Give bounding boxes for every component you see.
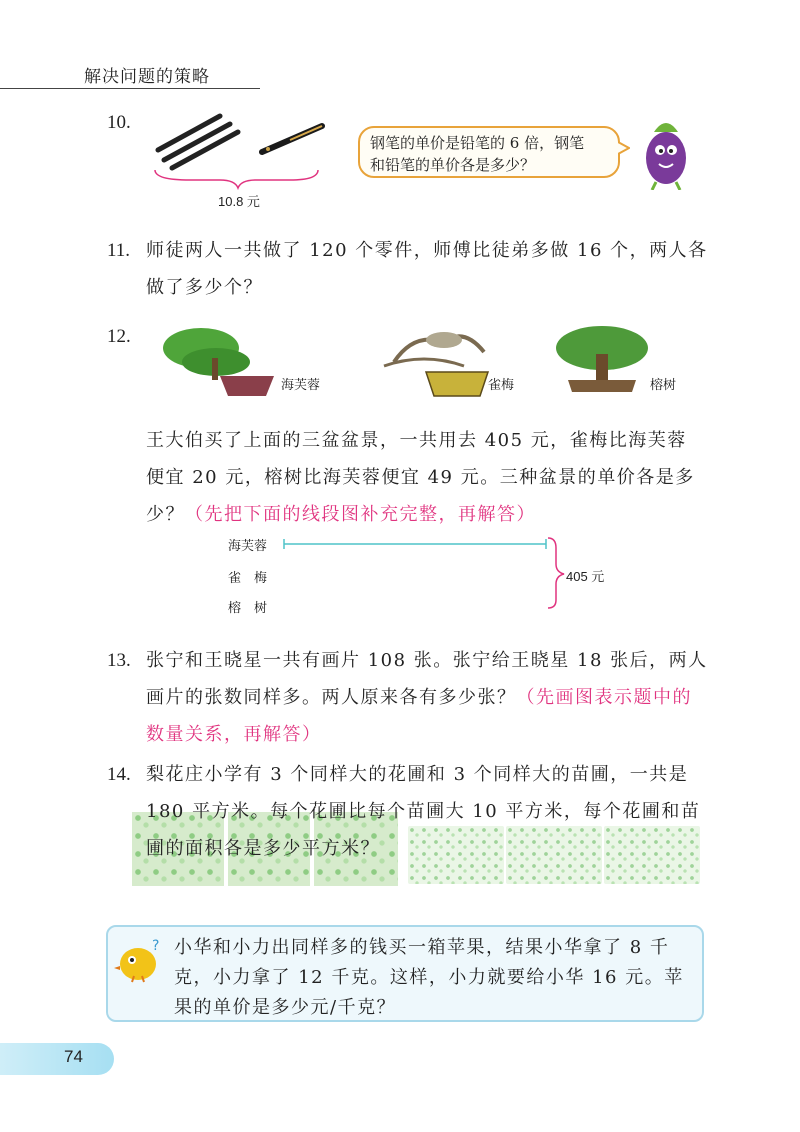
q12-text bbox=[146, 422, 695, 533]
pencils-icon bbox=[158, 116, 238, 168]
q13-hint-a: （先画图表示题中的 bbox=[516, 687, 692, 708]
plant-label-quemei: 雀梅 bbox=[488, 378, 515, 393]
q11-line-1: 师徒两人一共做了 120 个零件，师傅比徒弟多做 16 个，两人各 bbox=[146, 240, 708, 261]
plant-label-rongshu: 榕树 bbox=[650, 378, 677, 393]
q14-line-1: 梨花庄小学有 3 个同样大的花圃和 3 个同样大的苗圃，一共是 bbox=[146, 764, 689, 785]
q13-number: 13. bbox=[107, 650, 131, 671]
q11-number: 11. bbox=[107, 240, 131, 261]
bonsai-haifurong-icon bbox=[156, 318, 276, 400]
bubble-line-2: 和铅笔的单价各是多少？ bbox=[370, 156, 536, 174]
q12-line-3 bbox=[146, 496, 695, 533]
q12-line-2: 便宜 20 元，榕树比海芙蓉便宜 49 元。三种盆景的单价各是多 bbox=[146, 467, 695, 488]
bonsai-quemei-icon bbox=[364, 322, 494, 398]
q10-price-label: 10.8 元 bbox=[218, 194, 260, 209]
bonsai-rongshu-icon bbox=[552, 320, 652, 396]
segment-label-quemei: 雀 梅 bbox=[228, 571, 268, 586]
q12-total-label: 405 元 bbox=[566, 569, 605, 584]
fountain-pen-icon bbox=[262, 126, 322, 152]
q13-hint-b: 数量关系，再解答） bbox=[146, 724, 322, 745]
q14-line-2: 180 平方米。每个花圃比每个苗圃大 10 平方米，每个花圃和苗 bbox=[146, 801, 701, 822]
q12-line-1: 王大伯买了上面的三盆盆景，一共用去 405 元，雀梅比海芙蓉 bbox=[146, 430, 687, 451]
eggplant-mascot-icon bbox=[636, 110, 696, 190]
thinking-line-1: 小华和小力出同样多的钱买一箱苹果，结果小华拿了 8 千 bbox=[174, 937, 670, 958]
q12-number: 12. bbox=[107, 326, 131, 347]
thinking-line-2: 克，小力拿了 12 千克。这样，小力就要给小华 16 元。苹 bbox=[174, 967, 684, 988]
header-divider bbox=[0, 88, 260, 89]
q10-speech-bubble bbox=[358, 126, 620, 178]
bubble-tail bbox=[618, 140, 630, 156]
q14-text bbox=[146, 756, 700, 867]
segment-label-rongshu: 榕 树 bbox=[228, 601, 268, 616]
q14-line-3: 圃的面积各是多少平方米？ bbox=[146, 838, 380, 859]
svg-text:?: ? bbox=[152, 938, 160, 954]
q12-hint: （先把下面的线段图补充完整，再解答） bbox=[185, 504, 536, 525]
q13-line-1: 张宁和王晓星一共有画片 108 张。张宁给王晓星 18 张后，两人 bbox=[146, 650, 708, 671]
thinking-line-3: 果的单价是多少元/千克？ bbox=[174, 997, 397, 1018]
q10-number: 10. bbox=[107, 112, 131, 133]
page-number-tab bbox=[0, 1043, 114, 1075]
q12-line-3-start: 少？ bbox=[146, 504, 185, 525]
q14-number: 14. bbox=[107, 764, 131, 785]
total-brace bbox=[548, 538, 564, 608]
q13-line-2-start: 画片的张数同样多。两人原来各有多少张？ bbox=[146, 687, 517, 708]
segment-label-haifurong: 海芙蓉 bbox=[228, 539, 268, 554]
q13-line-2 bbox=[146, 679, 708, 716]
q10-brace bbox=[155, 170, 318, 188]
q11-text bbox=[146, 232, 708, 306]
page-header-title: 解决问题的策略 bbox=[84, 67, 210, 87]
plant-label-haifurong: 海芙蓉 bbox=[281, 378, 321, 393]
q13-text bbox=[146, 642, 708, 753]
chick-mascot-icon bbox=[114, 934, 168, 984]
bubble-line-1: 钢笔的单价是铅笔的 6 倍，钢笔 bbox=[370, 134, 585, 152]
q12-line-segment-diagram bbox=[280, 534, 570, 610]
page-number: 74 bbox=[64, 1047, 83, 1066]
thinking-problem-text bbox=[174, 933, 684, 1023]
q11-line-2: 做了多少个？ bbox=[146, 277, 263, 298]
